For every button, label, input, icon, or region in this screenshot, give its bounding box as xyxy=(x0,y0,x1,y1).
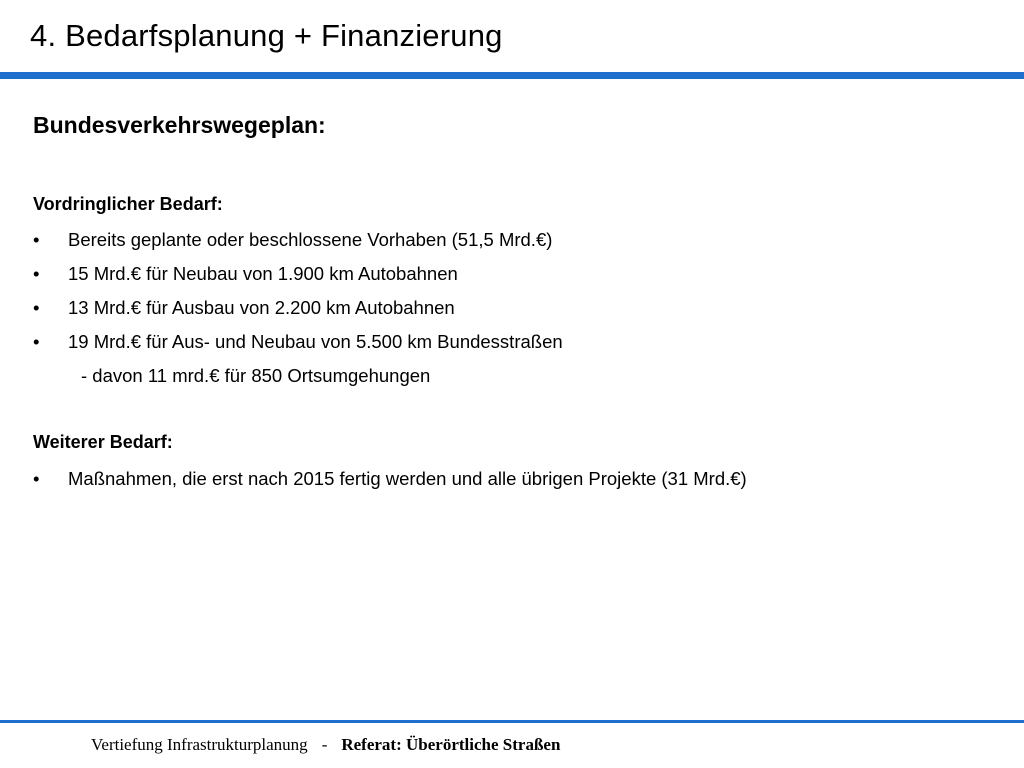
bullet-icon: • xyxy=(33,331,40,352)
title-divider xyxy=(0,72,1024,79)
section-label-weiterer: Weiterer Bedarf: xyxy=(33,432,173,452)
list-item xyxy=(33,466,833,492)
bullet-icon: • xyxy=(33,297,40,318)
list-item xyxy=(33,227,853,253)
content-heading: Bundesverkehrswegeplan: xyxy=(33,112,326,138)
bullet-icon: • xyxy=(33,229,40,250)
bullet-icon: • xyxy=(33,263,40,284)
sub-list-item: - davon 11 mrd.€ für 850 Ortsumgehungen xyxy=(81,365,431,386)
footer xyxy=(91,735,560,755)
list-item xyxy=(33,295,853,321)
list-item xyxy=(33,329,853,355)
footer-topic: Referat: Überörtliche Straßen xyxy=(341,735,561,754)
list-item-text: 19 Mrd.€ für Aus- und Neubau von 5.500 km Bundesstraßen xyxy=(68,331,563,352)
section-label-vordringlich: Vordringlicher Bedarf: xyxy=(33,194,223,214)
bullet-icon: • xyxy=(33,468,40,489)
list-item xyxy=(33,261,853,287)
footer-divider xyxy=(0,720,1024,723)
list-item-text: 15 Mrd.€ für Neubau von 1.900 km Autobahnen xyxy=(68,263,458,284)
list-item-text: 13 Mrd.€ für Ausbau von 2.200 km Autobahnen xyxy=(68,297,455,318)
list-item-text: Bereits geplante oder beschlossene Vorhaben (51,5 Mrd.€) xyxy=(68,229,553,250)
list-item-text: Maßnahmen, die erst nach 2015 fertig werden und alle übrigen Projekte (31 Mrd.€) xyxy=(68,468,747,489)
footer-course: Vertiefung Infrastrukturplanung xyxy=(91,735,308,754)
slide-title: 4. Bedarfsplanung + Finanzierung xyxy=(30,18,503,53)
footer-separator: - xyxy=(321,735,328,754)
